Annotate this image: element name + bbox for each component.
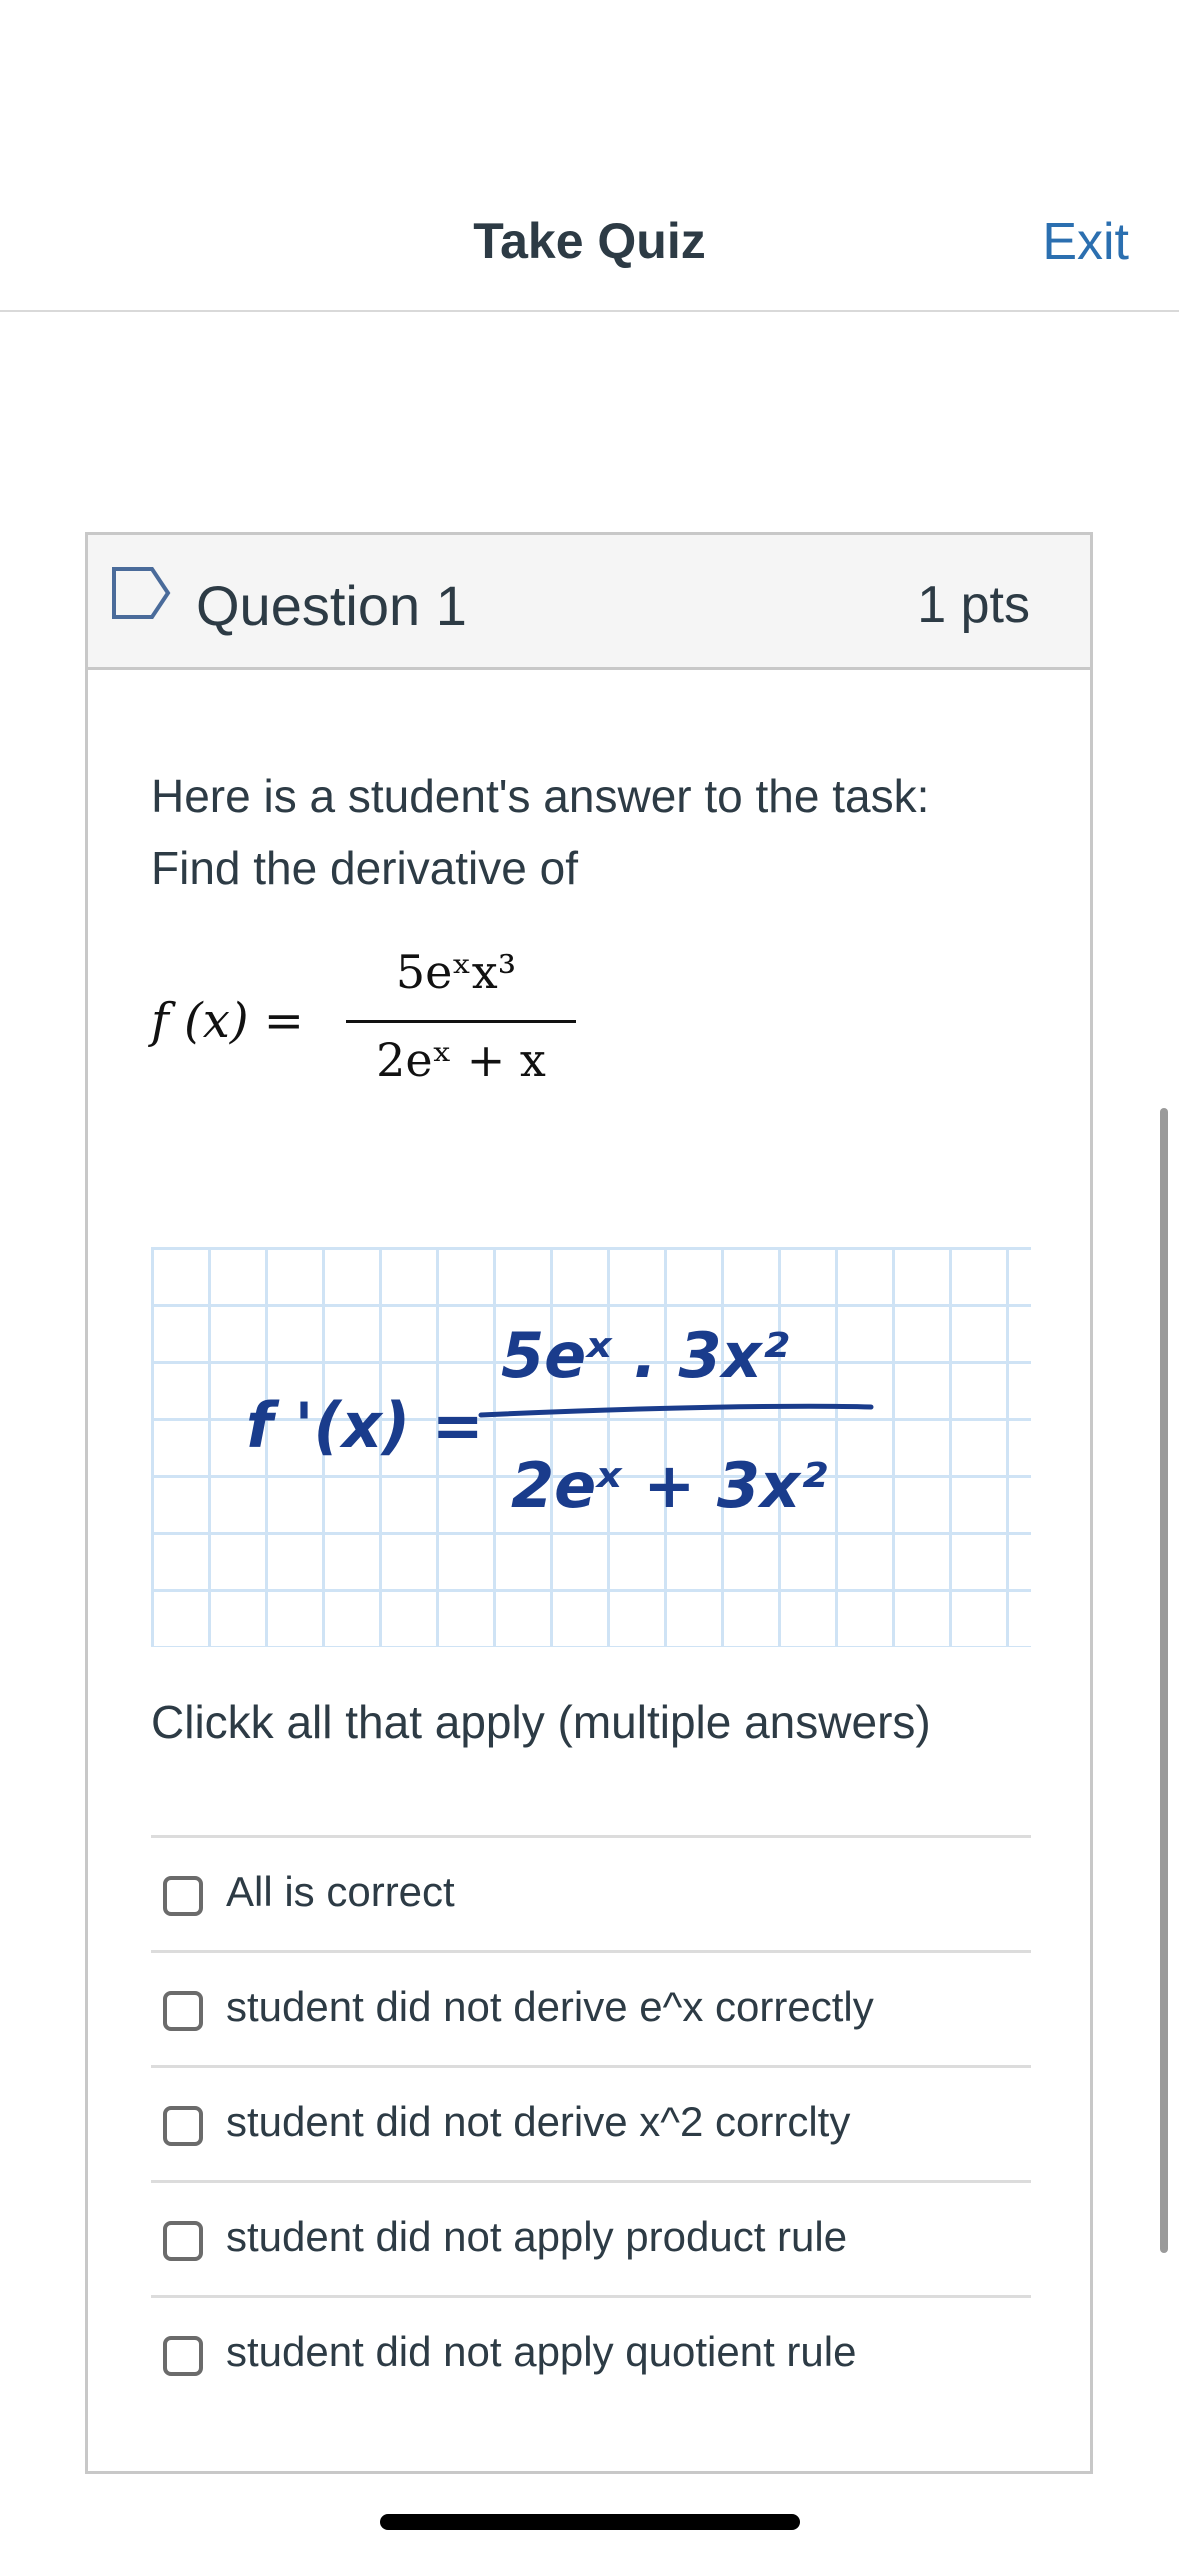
checkbox-icon[interactable]: [163, 1991, 203, 2031]
answer-option[interactable]: [151, 2065, 1031, 2180]
checkbox-icon[interactable]: [163, 2106, 203, 2146]
answer-instructions: Clickk all that apply (multiple answers): [151, 1696, 931, 1748]
handwritten-answer-drawing: [151, 1247, 1031, 1647]
handwritten-denominator: 2eˣ + 3x²: [511, 1449, 828, 1522]
answer-option[interactable]: [151, 2180, 1031, 2295]
question-prompt: [151, 760, 1051, 904]
answer-label: student did not apply product rule: [226, 2213, 848, 2260]
app-header: [0, 0, 1179, 312]
formula-denominator: 2eˣ + x: [376, 1033, 546, 1087]
prompt-line: Here is a student's answer to the task:: [151, 770, 930, 822]
answer-label: student did not apply quotient rule: [226, 2328, 857, 2375]
fraction-bar: [346, 1020, 576, 1023]
handwritten-fraction-bar: [481, 1406, 871, 1415]
handwritten-lhs: f '(x) =: [246, 1389, 484, 1462]
handwritten-numerator: 5eˣ . 3x²: [501, 1319, 789, 1392]
prompt-line: Find the derivative of: [151, 842, 579, 894]
question-header: [88, 535, 1090, 670]
handwritten-answer-image: [151, 1247, 1031, 1647]
answer-label: student did not derive x^2 corrclty: [226, 2098, 851, 2145]
formula-lhs: f (x) =: [151, 993, 305, 1049]
page-title: Take Quiz: [473, 213, 706, 269]
checkbox-icon[interactable]: [163, 1876, 203, 1916]
function-formula: [151, 945, 611, 1095]
answer-label: All is correct: [226, 1868, 455, 1915]
question-title: Question 1: [196, 574, 467, 637]
checkbox-icon[interactable]: [163, 2336, 203, 2376]
answer-label: student did not derive e^x correctly: [226, 1983, 874, 2030]
formula-numerator: 5eˣx³: [395, 945, 517, 999]
exit-button[interactable]: Exit: [1042, 213, 1129, 271]
answer-list: [151, 1835, 1031, 2410]
answer-option[interactable]: [151, 1835, 1031, 1950]
scrollbar[interactable]: [1160, 1108, 1168, 2253]
checkbox-icon[interactable]: [163, 2221, 203, 2261]
answer-option[interactable]: [151, 1950, 1031, 2065]
flag-icon[interactable]: [110, 565, 172, 621]
question-card: [85, 532, 1093, 2474]
question-points: 1 pts: [917, 576, 1030, 634]
answer-option[interactable]: [151, 2295, 1031, 2410]
home-indicator[interactable]: [380, 2514, 800, 2530]
